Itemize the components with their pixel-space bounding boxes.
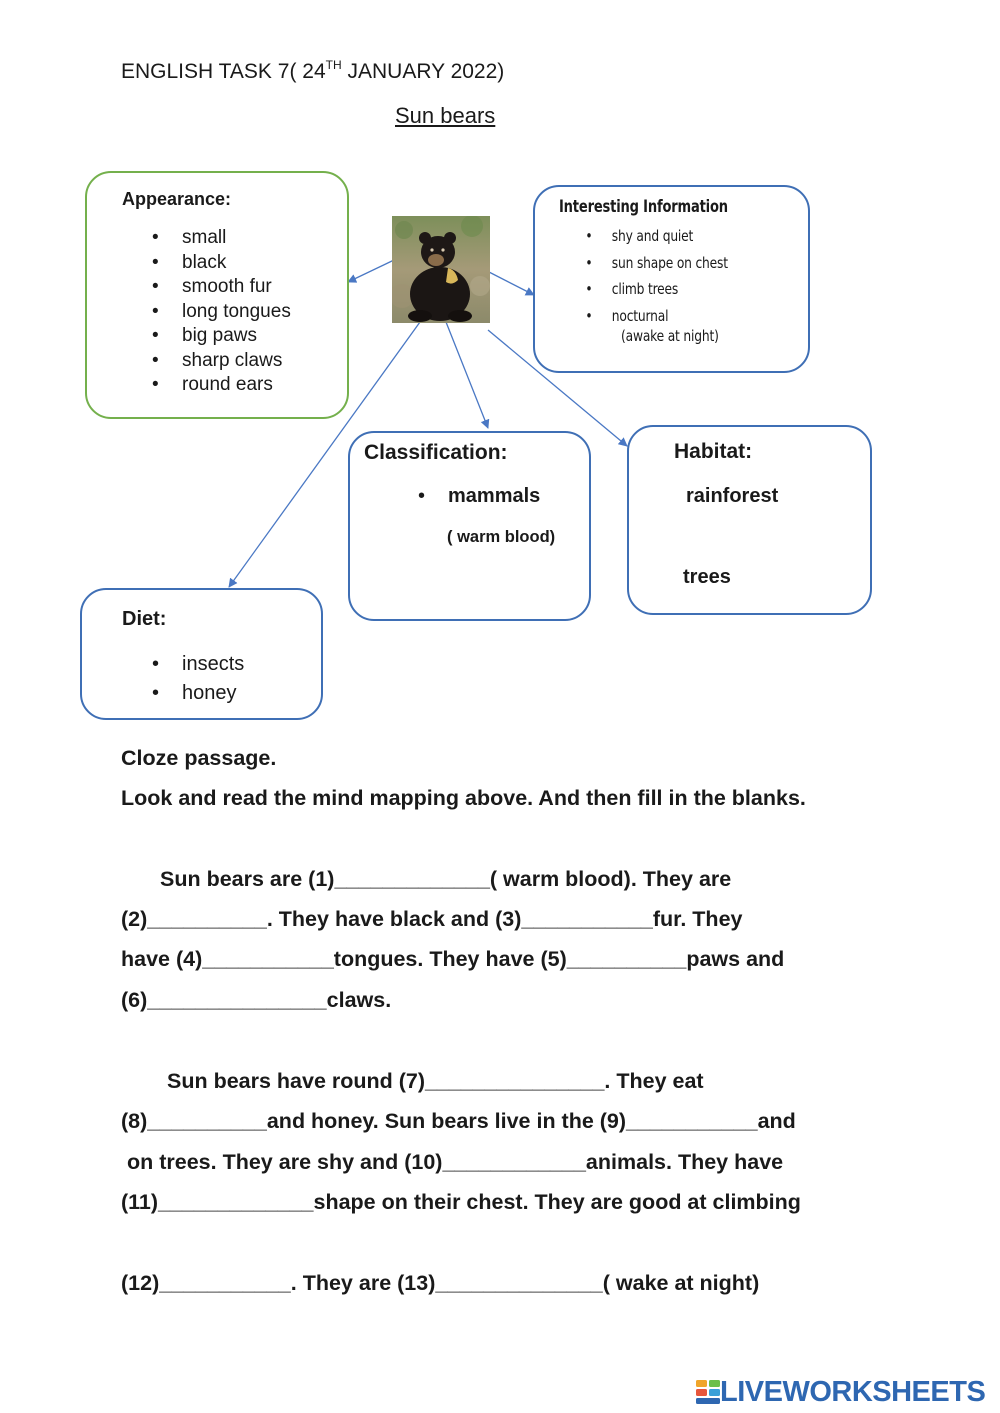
cloze-heading: Cloze passage.	[121, 746, 277, 770]
habitat-item: rainforest	[686, 485, 779, 507]
arrow-to-interesting	[489, 272, 534, 295]
cloze-line: have (4)___________tongues. They have (5)__________paws and	[121, 947, 785, 971]
appearance-item: • black	[122, 251, 291, 276]
appearance-box	[85, 171, 349, 419]
appearance-item: • long tongues	[122, 300, 291, 325]
cloze-line: (6)_______________claws.	[121, 988, 392, 1012]
appearance-item: • round ears	[122, 373, 291, 398]
worksheet-title: ENGLISH TASK 7( 24TH JANUARY 2022)	[121, 58, 505, 83]
classification-box	[348, 431, 591, 621]
habitat-box	[627, 425, 872, 615]
diet-item: • honey	[122, 679, 244, 708]
arrow-to-appearance	[348, 260, 394, 282]
classification-heading: Classification:	[364, 441, 508, 464]
liveworksheets-logo-text: LIVEWORKSHEETS	[720, 1375, 986, 1408]
cloze-line: (11)_____________shape on their chest. They are good at climbing	[121, 1190, 801, 1214]
cloze-line: (2)__________. They have black and (3)___________fur. They	[121, 907, 743, 931]
interesting-info-box	[533, 185, 810, 373]
interesting-info-list	[559, 223, 728, 329]
title-superscript: TH	[325, 58, 342, 72]
interesting-info-note: (awake at night)	[621, 327, 719, 345]
cloze-instruction: Look and read the mind mapping above. And then fill in the blanks.	[121, 786, 806, 810]
appearance-item: • sharp claws	[122, 349, 291, 374]
appearance-item: • smooth fur	[122, 275, 291, 300]
diet-box	[80, 588, 323, 720]
diet-item: • insects	[122, 650, 244, 679]
liveworksheets-logo-icon	[696, 1380, 720, 1404]
cloze-line: (12)___________. They are (13)______________( wake at night)	[121, 1271, 760, 1295]
interesting-info-heading: Interesting Information	[559, 197, 728, 216]
diet-list	[122, 650, 244, 708]
habitat-item: trees	[683, 566, 731, 588]
interesting-info-item: • sun shape on chest	[559, 250, 728, 277]
worksheet-subtitle: Sun bears	[395, 103, 496, 128]
interesting-info-item: • shy and quiet	[559, 223, 728, 250]
cloze-line: (8)__________and honey. Sun bears live in the (9)___________and	[121, 1109, 796, 1133]
arrow-to-classification	[446, 322, 488, 428]
appearance-heading: Appearance:	[122, 189, 232, 209]
cloze-line: Sun bears have round (7)_______________. They eat	[167, 1069, 704, 1093]
interesting-info-item: • nocturnal	[559, 303, 728, 330]
appearance-list	[122, 226, 291, 398]
sun-bear-photo	[392, 216, 490, 323]
classification-note: ( warm blood)	[447, 528, 556, 546]
diet-heading: Diet:	[122, 608, 167, 630]
interesting-info-item: • climb trees	[559, 276, 728, 303]
bullet-icon: •	[418, 485, 426, 507]
appearance-item: • small	[122, 226, 291, 251]
appearance-item: • big paws	[122, 324, 291, 349]
cloze-line: on trees. They are shy and (10)____________animals. They have	[127, 1150, 784, 1174]
habitat-heading: Habitat:	[674, 440, 753, 463]
classification-item: • mammals	[418, 485, 541, 507]
liveworksheets-logo	[696, 1374, 985, 1410]
cloze-line: Sun bears are (1)_____________( warm blood). They are	[160, 867, 732, 891]
